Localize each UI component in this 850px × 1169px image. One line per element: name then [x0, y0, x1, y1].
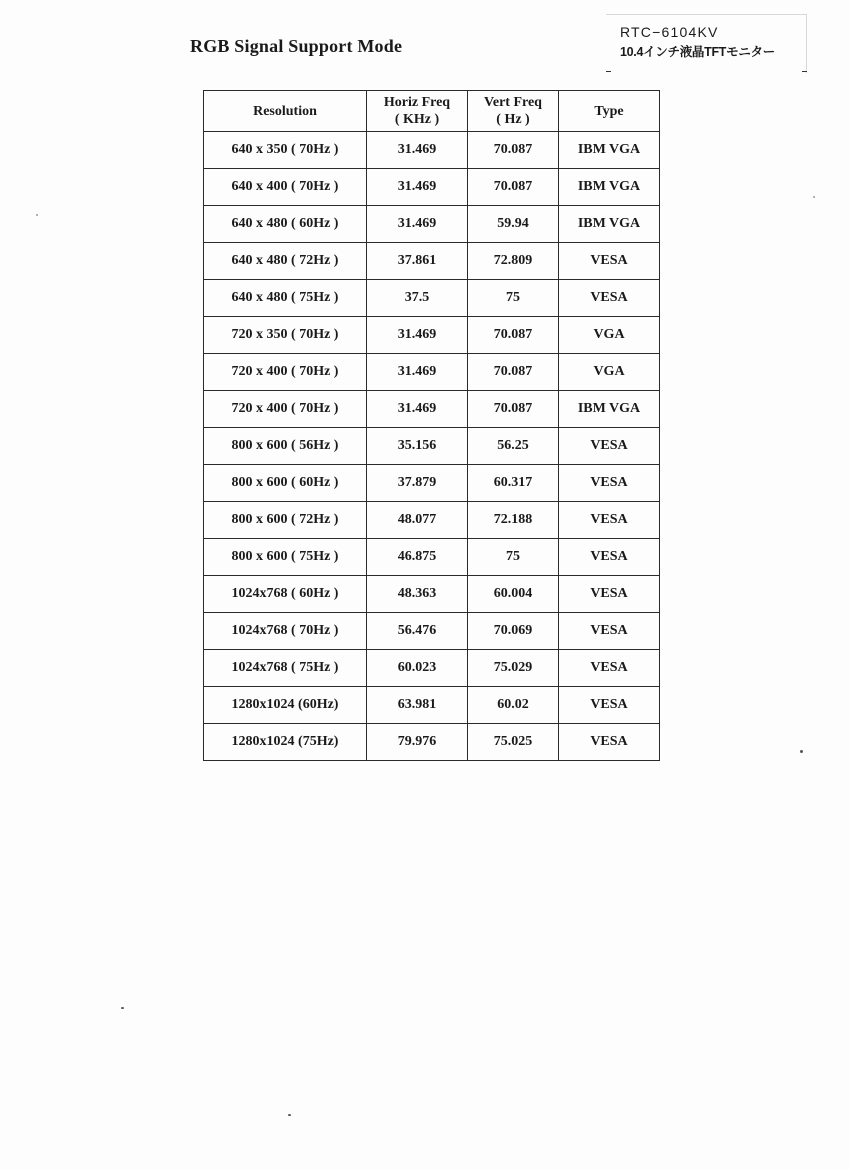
cell-resolution: 1280x1024 (75Hz): [204, 724, 367, 761]
table-body: [204, 132, 660, 761]
cell-type: IBM VGA: [559, 391, 660, 428]
scan-speck: [36, 214, 38, 216]
cell-type: VESA: [559, 724, 660, 761]
cell-resolution: 800 x 600 ( 60Hz ): [204, 465, 367, 502]
cell-vert: 59.94: [468, 206, 559, 243]
cell-resolution: 1024x768 ( 75Hz ): [204, 650, 367, 687]
cell-horiz: 31.469: [367, 317, 468, 354]
header-resolution-label: Resolution: [253, 103, 317, 119]
cell-resolution: 1024x768 ( 70Hz ): [204, 613, 367, 650]
table-row: [204, 317, 660, 354]
cell-horiz: 79.976: [367, 724, 468, 761]
cell-vert: 70.087: [468, 132, 559, 169]
table-row: [204, 724, 660, 761]
cell-resolution: 640 x 480 ( 72Hz ): [204, 243, 367, 280]
cell-vert: 75: [468, 280, 559, 317]
scan-speck: [288, 1114, 291, 1116]
header-type: [559, 91, 660, 132]
cell-horiz: 46.875: [367, 539, 468, 576]
cell-resolution: 720 x 350 ( 70Hz ): [204, 317, 367, 354]
cell-type: VESA: [559, 243, 660, 280]
table-row: [204, 280, 660, 317]
cell-vert: 75: [468, 539, 559, 576]
cell-resolution: 800 x 600 ( 56Hz ): [204, 428, 367, 465]
cell-vert: 70.087: [468, 354, 559, 391]
cell-resolution: 800 x 600 ( 75Hz ): [204, 539, 367, 576]
table-row: [204, 650, 660, 687]
cell-horiz: 60.023: [367, 650, 468, 687]
cell-type: VESA: [559, 280, 660, 317]
table-row: [204, 687, 660, 724]
cell-vert: 70.087: [468, 169, 559, 206]
document-title: RGB Signal Support Mode: [190, 36, 403, 56]
cell-type: VESA: [559, 465, 660, 502]
model-code: RTC−6104KV: [620, 24, 719, 40]
crop-mark-right: [802, 71, 807, 72]
cell-resolution: 640 x 400 ( 70Hz ): [204, 169, 367, 206]
cell-type: VESA: [559, 428, 660, 465]
cell-vert: 56.25: [468, 428, 559, 465]
cell-horiz: 31.469: [367, 391, 468, 428]
cell-resolution: 640 x 480 ( 75Hz ): [204, 280, 367, 317]
cell-resolution: 640 x 350 ( 70Hz ): [204, 132, 367, 169]
table-row: [204, 428, 660, 465]
cell-type: VESA: [559, 539, 660, 576]
model-description: 10.4インチ液晶TFTモニター: [620, 45, 775, 59]
cell-type: IBM VGA: [559, 206, 660, 243]
cell-horiz: 48.363: [367, 576, 468, 613]
table-row: [204, 169, 660, 206]
cell-type: IBM VGA: [559, 169, 660, 206]
cell-type: VESA: [559, 650, 660, 687]
cell-horiz: 37.5: [367, 280, 468, 317]
cell-type: IBM VGA: [559, 132, 660, 169]
cell-resolution: 640 x 480 ( 60Hz ): [204, 206, 367, 243]
cell-vert: 72.809: [468, 243, 559, 280]
table-row: [204, 539, 660, 576]
table-row: [204, 206, 660, 243]
header-horiz-freq-label: Horiz Freq: [383, 95, 451, 110]
table-row: [204, 243, 660, 280]
header-horiz-freq-unit: ( KHz ): [394, 112, 440, 127]
cell-resolution: 720 x 400 ( 70Hz ): [204, 354, 367, 391]
table-row: [204, 576, 660, 613]
signal-mode-table: [203, 90, 660, 761]
scan-speck: [800, 750, 803, 753]
table-row: [204, 391, 660, 428]
cell-type: VESA: [559, 576, 660, 613]
cell-vert: 75.025: [468, 724, 559, 761]
cell-horiz: 37.861: [367, 243, 468, 280]
cell-vert: 72.188: [468, 502, 559, 539]
cell-horiz: 37.879: [367, 465, 468, 502]
header-vert-freq-label: Vert Freq: [484, 95, 542, 110]
cell-type: VESA: [559, 502, 660, 539]
cell-resolution: 1024x768 ( 60Hz ): [204, 576, 367, 613]
cell-horiz: 31.469: [367, 354, 468, 391]
cell-vert: 60.02: [468, 687, 559, 724]
header-vert-freq: [468, 91, 559, 132]
cell-resolution: 1280x1024 (60Hz): [204, 687, 367, 724]
cell-horiz: 63.981: [367, 687, 468, 724]
cell-horiz: 48.077: [367, 502, 468, 539]
header-resolution: [204, 91, 367, 132]
cell-vert: 60.004: [468, 576, 559, 613]
table-row: [204, 613, 660, 650]
cell-resolution: 720 x 400 ( 70Hz ): [204, 391, 367, 428]
cell-horiz: 56.476: [367, 613, 468, 650]
crop-mark-left: [606, 71, 611, 72]
cell-type: VGA: [559, 354, 660, 391]
header-vert-freq-unit: ( Hz ): [496, 112, 530, 127]
cell-vert: 70.087: [468, 391, 559, 428]
cell-horiz: 31.469: [367, 132, 468, 169]
table-row: [204, 465, 660, 502]
scan-speck: [813, 196, 815, 198]
table-header-row: [204, 91, 660, 132]
cell-horiz: 31.469: [367, 169, 468, 206]
table-row: [204, 354, 660, 391]
cell-horiz: 35.156: [367, 428, 468, 465]
scan-speck: [121, 1007, 124, 1009]
cell-type: VESA: [559, 687, 660, 724]
cell-vert: 75.029: [468, 650, 559, 687]
cell-vert: 60.317: [468, 465, 559, 502]
header-horiz-freq: [367, 91, 468, 132]
cell-resolution: 800 x 600 ( 72Hz ): [204, 502, 367, 539]
table-row: [204, 132, 660, 169]
model-label-box: [606, 14, 807, 73]
cell-type: VGA: [559, 317, 660, 354]
cell-vert: 70.069: [468, 613, 559, 650]
cell-vert: 70.087: [468, 317, 559, 354]
header-type-label: Type: [594, 103, 624, 119]
table-row: [204, 502, 660, 539]
cell-type: VESA: [559, 613, 660, 650]
cell-horiz: 31.469: [367, 206, 468, 243]
